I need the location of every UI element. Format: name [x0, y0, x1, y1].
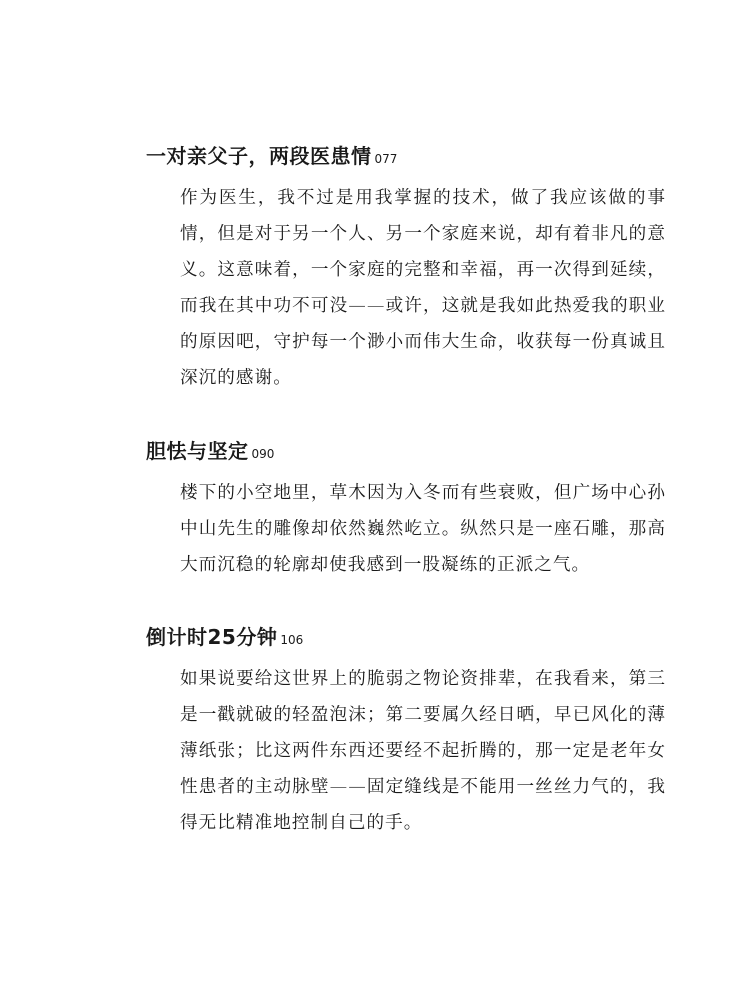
toc-entry: [146, 438, 666, 583]
toc-entry: [146, 624, 666, 841]
entry-excerpt: 作为医生，我不过是用我掌握的技术，做了我应该做的事情，但是对于另一个人、另一个家庭来说，却有着非凡的意义。这意味着，一个家庭的完整和幸福，再一次得到延续，而我在其中功不可没——或许，这就是我如此热爱我的职业的原因吧，守护每一个渺小而伟大生命，收获每一份真诚且深沉的感谢。: [180, 188, 666, 388]
entry-page-number: 077: [374, 152, 398, 166]
toc-entry: [146, 143, 666, 396]
entry-title: 一对亲父子，两段医患情: [146, 144, 372, 168]
entry-page-number: 090: [251, 447, 275, 461]
entry-excerpt: 楼下的小空地里，草木因为入冬而有些衰败，但广场中心孙中山先生的雕像却依然巍然屹立。纵然只是一座石雕，那高大而沉稳的轮廓却使我感到一股凝练的正派之气。: [180, 483, 666, 575]
entry-heading: [146, 143, 666, 172]
entry-page-number: 106: [280, 633, 304, 647]
entry-title: 胆怯与坚定: [146, 439, 249, 463]
entry-heading: [146, 624, 666, 653]
entry-title: 倒计时25分钟: [146, 625, 278, 649]
entry-heading: [146, 438, 666, 467]
entry-excerpt: 如果说要给这世界上的脆弱之物论资排辈，在我看来，第三是一戳就破的轻盈泡沫；第二要属久经日晒，早已风化的薄薄纸张；比这两件东西还要经不起折腾的，那一定是老年女性患者的主动脉壁——固定缝线是不能用一丝丝力气的，我得无比精准地控制自己的手。: [180, 669, 666, 833]
